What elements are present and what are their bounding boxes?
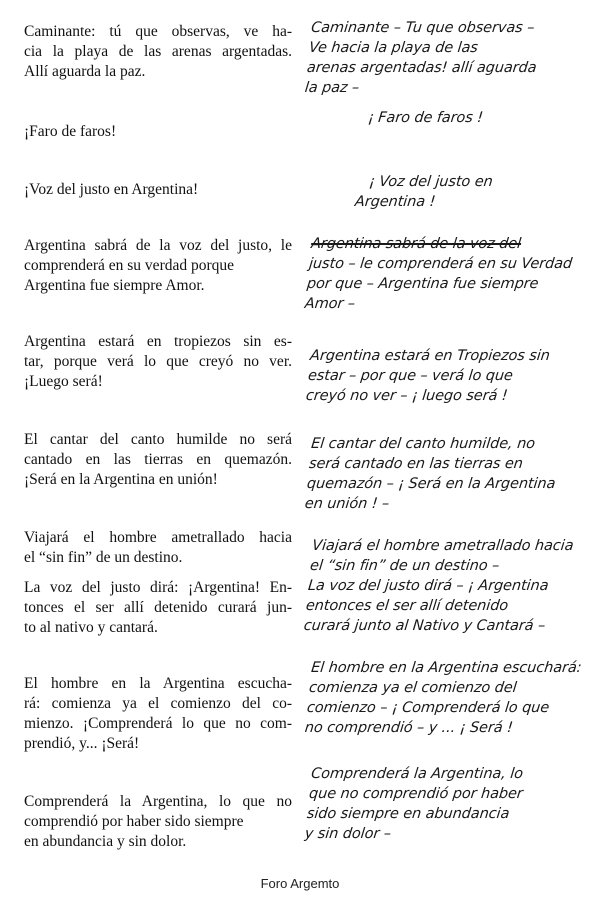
handwritten-line: comienza ya el comienzo del bbox=[308, 680, 518, 696]
handwritten-line: Amor – bbox=[304, 296, 356, 312]
typed-line: tar, porque verá lo que creyó no ver. bbox=[24, 353, 292, 370]
typed-stanza-5 bbox=[24, 332, 292, 392]
typed-stanza-3 bbox=[24, 180, 292, 200]
handwritten-line: y sin dolor – bbox=[304, 826, 392, 842]
typed-line: ¡Voz del justo en Argentina! bbox=[24, 181, 199, 198]
typed-line: Caminante: tú que observas, ve ha- bbox=[24, 23, 292, 40]
handwritten-line: ¡ Voz del justo en bbox=[368, 174, 494, 190]
handwritten-line: Argentina estará en Tropiezos sin bbox=[309, 348, 551, 364]
typed-line: Allí aguarda la paz. bbox=[24, 63, 146, 80]
handwritten-line: en unión ! – bbox=[304, 496, 390, 512]
handwritten-stanza-9 bbox=[304, 764, 594, 844]
typed-line: comprendió por haber sido siempre bbox=[24, 813, 244, 830]
typed-line: el “sin fin” de un destino. bbox=[24, 549, 183, 566]
handwritten-stanza-3 bbox=[306, 172, 592, 212]
handwritten-line: creyó no ver – ¡ luego será ! bbox=[305, 388, 509, 404]
typed-stanza-4 bbox=[24, 236, 292, 296]
typed-stanza-7 bbox=[24, 528, 292, 568]
handwritten-line: arenas argentadas! allí aguarda bbox=[306, 60, 538, 76]
handwritten-stanza-7 bbox=[303, 536, 596, 636]
typed-stanza-2 bbox=[24, 122, 292, 142]
handwritten-line: ¡ Faro de faros ! bbox=[367, 110, 484, 126]
typed-line: tonces el ser allí detenido curará jun- bbox=[24, 599, 292, 616]
handwritten-stanza-6 bbox=[304, 434, 594, 514]
footer-caption: Foro Argemto bbox=[260, 876, 340, 891]
typed-line: La voz del justo dirá: ¡Argentina! En- bbox=[24, 579, 292, 596]
handwritten-line: comienzo – ¡ Comprenderá lo que bbox=[306, 700, 550, 716]
typed-line: Argentina sabrá de la voz del justo, le bbox=[24, 237, 292, 254]
handwritten-line: no comprendió – y ... ¡ Será ! bbox=[304, 720, 514, 736]
handwritten-line: Argentina ! bbox=[354, 194, 437, 210]
typed-line: en abundancia y sin dolor. bbox=[24, 833, 187, 850]
handwritten-line: El cantar del canto humilde, no bbox=[310, 436, 536, 452]
typed-line: El cantar del canto humilde no será bbox=[24, 431, 292, 448]
handwritten-stanza-5 bbox=[305, 346, 593, 406]
handwritten-stanza-8 bbox=[304, 658, 594, 738]
handwritten-stanza-2 bbox=[307, 108, 591, 128]
typed-line: El hombre en la Argentina escucha- bbox=[24, 675, 292, 692]
handwritten-line: el “sin fin” de un destino – bbox=[309, 558, 501, 574]
typed-line: cia la playa de las arenas argentadas. bbox=[24, 43, 292, 60]
handwritten-line: curará junto al Nativo y Cantará – bbox=[302, 618, 546, 634]
handwritten-struck-line: Argentina sabrá de la voz del bbox=[310, 236, 522, 252]
typed-line: ¡Luego será! bbox=[24, 373, 103, 390]
typed-stanza-6 bbox=[24, 430, 292, 490]
typed-line: Viajará el hombre ametrallado hacia bbox=[24, 529, 292, 546]
typed-line: Comprenderá la Argentina, lo que no bbox=[24, 793, 292, 810]
handwritten-line: Caminante – Tu que observas – bbox=[310, 20, 536, 36]
handwritten-line: Ve hacia la playa de las bbox=[308, 40, 479, 56]
handwritten-line: El hombre en la Argentina escuchará: bbox=[310, 660, 583, 676]
typed-stanza-1 bbox=[24, 22, 292, 82]
typed-line: to al nativo y cantará. bbox=[24, 619, 158, 636]
typed-line: comprenderá en su verdad porque bbox=[24, 257, 235, 274]
typed-line: ¡Faro de faros! bbox=[24, 123, 117, 140]
handwritten-line: justo – le comprenderá en su Verdad bbox=[308, 256, 573, 272]
typed-stanza-9 bbox=[24, 674, 292, 754]
typed-line: prendió, y... ¡Será! bbox=[24, 735, 140, 752]
typed-line: cantado en las tierras en quemazón. bbox=[24, 451, 292, 468]
handwritten-stanza-4 bbox=[304, 234, 594, 314]
handwritten-line: La voz del justo dirá – ¡ Argentina bbox=[307, 578, 550, 594]
handwritten-line: por que – Argentina fue siempre bbox=[306, 276, 540, 292]
typed-line: rá: comienza ya el comienzo del co- bbox=[24, 695, 292, 712]
handwritten-line: Viajará el hombre ametrallado hacia bbox=[311, 538, 575, 554]
handwritten-line: será cantado en las tierras en bbox=[308, 456, 524, 472]
handwritten-line: Comprenderá la Argentina, lo bbox=[310, 766, 524, 782]
handwritten-line: que no comprendió por haber bbox=[308, 786, 524, 802]
handwritten-line: estar – por que – verá lo que bbox=[307, 368, 514, 384]
typed-line: mienzo. ¡Comprenderá lo que no com- bbox=[24, 715, 292, 732]
typed-stanza-10 bbox=[24, 792, 292, 852]
handwritten-line: la paz – bbox=[304, 80, 360, 96]
handwritten-line: entonces el ser allí detenido bbox=[305, 598, 509, 614]
typed-line: Argentina estará en tropiezos sin es- bbox=[24, 333, 292, 350]
handwritten-stanza-1 bbox=[304, 18, 594, 98]
handwritten-line: sido siempre en abundancia bbox=[306, 806, 511, 822]
handwritten-line: quemazón – ¡ Será en la Argentina bbox=[306, 476, 557, 492]
typed-line: Argentina fue siempre Amor. bbox=[24, 277, 205, 294]
typed-line: ¡Será en la Argentina en unión! bbox=[24, 471, 218, 488]
typed-stanza-8 bbox=[24, 578, 292, 638]
